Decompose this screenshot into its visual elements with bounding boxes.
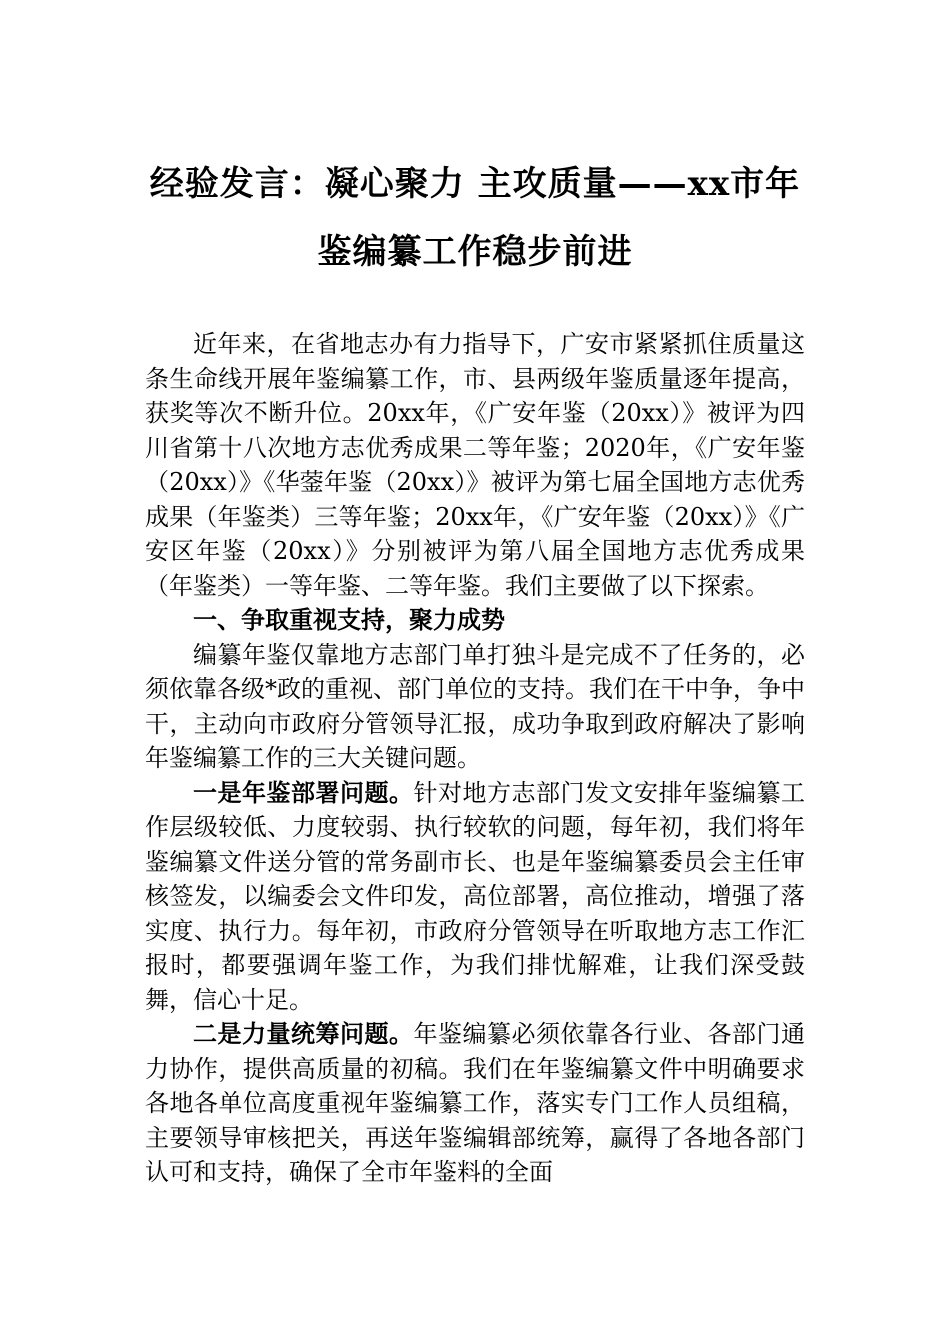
document-body — [145, 327, 805, 1190]
point-2-text: 年鉴编纂必须依靠各行业、各部门通力协作，提供高质量的初稿。我们在年鉴编纂文件中明确要求各地各单位高度重视年鉴编纂工作，落实专门工作人员组稿，主要领导审核把关，再送年鉴编辑部统筹，赢得了各地各部门认可和支持，确保了全市年鉴料的全面 — [145, 1020, 805, 1186]
title-line-2: 鉴编纂工作稳步前进 — [317, 232, 633, 272]
point-1-lead: 一是年鉴部署问题。 — [193, 777, 414, 807]
document-title — [130, 150, 820, 286]
section-heading-1: 一、争取重视支持，聚力成势 — [193, 605, 505, 634]
point-2-lead: 二是力量统筹问题。 — [193, 1019, 414, 1048]
point-1-paragraph — [145, 776, 805, 1018]
title-line-1: 经验发言：凝心聚力 主攻质量——xx市年 — [149, 164, 801, 204]
intro-paragraph: 近年来，在省地志办有力指导下，广安市紧紧抓住质量这条生命线开展年鉴编纂工作，市、县两级年鉴质量逐年提高，获奖等次不断升位。20xx年，《广安年鉴（20xx）》被评为四川省第十八次地方志优秀成果二等年鉴；2020年，《广安年鉴（20xx）》《华蓥年鉴（20xx）》被评为第七届全国地方志优秀成果（年鉴类）三等年鉴；20xx年，《广安年鉴（20xx）》《广安区年鉴（20xx）》分别被评为第八届全国地方志优秀成果（年鉴类）一等年鉴、二等年鉴。我们主要做了以下探索。 — [145, 330, 805, 600]
section-1-paragraph: 编纂年鉴仅靠地方志部门单打独斗是完成不了任务的，必须依靠各级*政的重视、部门单位的支持。我们在干中争，争中干，主动向市政府分管领导汇报，成功争取到政府解决了影响年鉴编纂工作的三大关键问题。 — [145, 640, 805, 772]
point-1-text: 针对地方志部门发文安排年鉴编纂工作层级较低、力度较弱、执行较软的问题，每年初，我们将年鉴编纂文件送分管的常务副市长、也是年鉴编纂委员会主任审核签发，以编委会文件印发，高位部署，高位推动，增强了落实度、执行力。每年初，市政府分管领导在听取地方志工作汇报时，都要强调年鉴工作，为我们排忧解难，让我们深受鼓舞，信心十足。 — [145, 778, 805, 1014]
point-2-paragraph — [145, 1017, 805, 1190]
